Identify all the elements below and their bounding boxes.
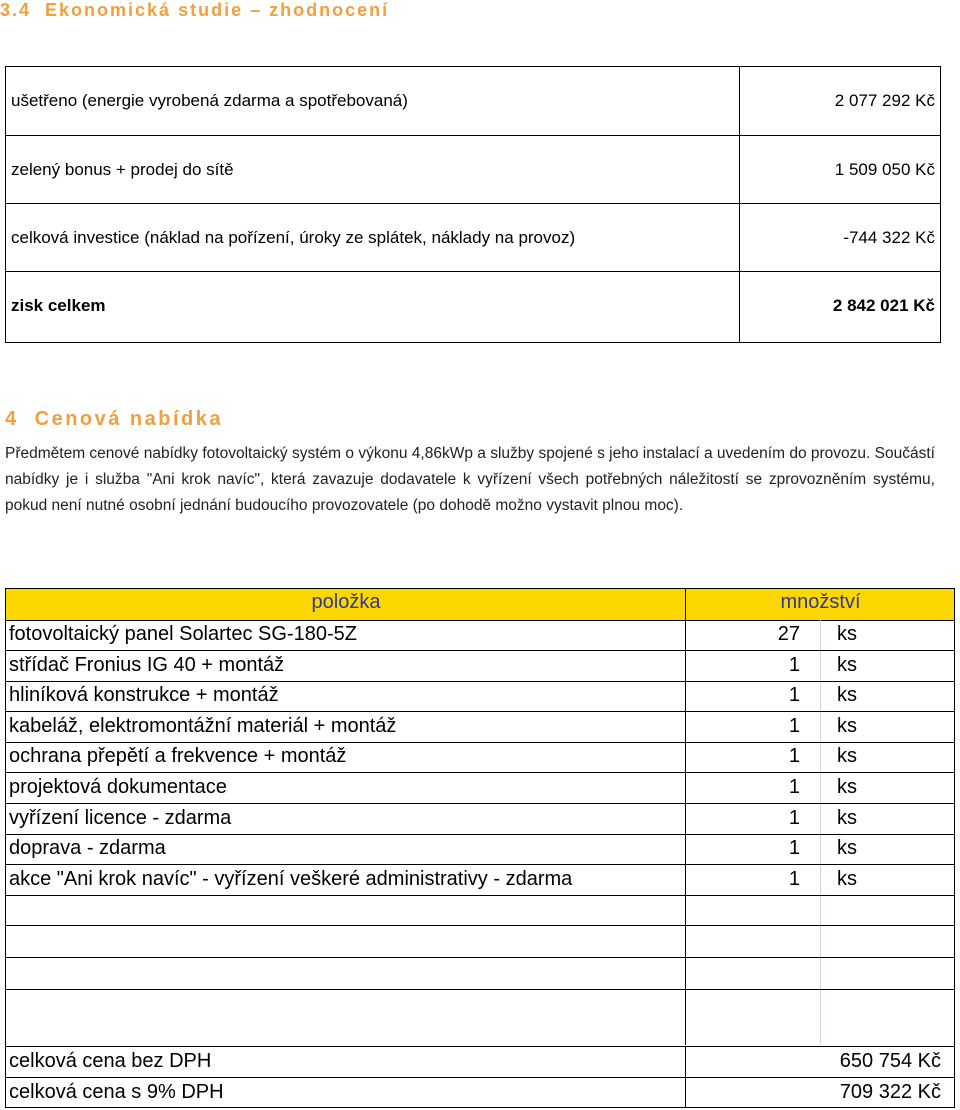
- economics-label: celková investice (náklad na pořízení, úroky ze splátek, náklady na provoz): [11, 228, 576, 247]
- header-item: položka: [311, 591, 381, 613]
- item-name: doprava - zdarma: [9, 837, 166, 860]
- item-unit: ks: [837, 745, 857, 768]
- item-name: ochrana přepětí a frekvence + montáž: [9, 745, 347, 768]
- table-row: [6, 773, 954, 804]
- section-title: Cenová nabídka: [34, 408, 224, 430]
- economics-row: [6, 135, 940, 204]
- table-row: [6, 926, 954, 958]
- item-quantity: 1: [788, 806, 800, 829]
- section-title: Ekonomická studie – zhodnocení: [45, 0, 390, 20]
- table-row: [6, 958, 954, 990]
- economics-label: zelený bonus + prodej do sítě: [11, 160, 234, 179]
- item-name: projektová dokumentace: [9, 776, 227, 798]
- item-unit: ks: [837, 714, 857, 737]
- item-quantity: 27: [777, 623, 800, 645]
- item-unit: ks: [837, 623, 857, 645]
- table-row: [6, 742, 954, 773]
- economics-label: zisk celkem: [11, 296, 106, 315]
- item-name: kabeláž, elektromontážní materiál + montáž: [9, 714, 397, 737]
- item-unit: ks: [837, 806, 857, 829]
- item-unit: ks: [837, 653, 857, 676]
- economics-value: 2 077 292 Kč: [834, 91, 935, 110]
- table-header: [6, 589, 954, 621]
- item-name: hliníková konstrukce + montáž: [9, 684, 279, 707]
- total-label: celková cena s 9% DPH: [9, 1081, 224, 1103]
- economics-value: -744 322 Kč: [843, 228, 935, 247]
- total-value: 650 754 Kč: [839, 1050, 941, 1072]
- section-4-heading: [5, 408, 223, 438]
- item-quantity: 1: [788, 653, 800, 676]
- table-row: [6, 651, 954, 682]
- section-3-4-heading: [0, 0, 389, 24]
- offer-description: Předmětem cenové nabídky fotovoltaický systém o výkonu 4,86kWp a služby spojené s jeho instalací a uvedením do provozu. Součástí nabídky je i služba "Ani krok navíc", která zavazuje dodavatele k vyřízení všech potřebných náležitostí se zprovozněním systému, pokud není nutné osobní jednání budoucího provozovatele (po dohodě možno vystavit plnou moc).: [5, 445, 935, 514]
- table-row: [6, 865, 954, 896]
- section-number: 4: [5, 408, 19, 430]
- table-row: [6, 681, 954, 712]
- column-divider: [685, 1078, 686, 1108]
- total-label: celková cena bez DPH: [9, 1050, 212, 1072]
- table-row: [6, 895, 954, 926]
- offer-table: [5, 588, 955, 1108]
- item-quantity: 1: [788, 867, 800, 890]
- economics-value: 1 509 050 Kč: [834, 160, 935, 179]
- item-name: střídač Fronius IG 40 + montáž: [9, 653, 285, 676]
- header-qty: množství: [780, 591, 861, 613]
- item-unit: ks: [837, 776, 857, 798]
- item-name: vyřízení licence - zdarma: [9, 806, 232, 829]
- table-row: [6, 620, 954, 651]
- economics-value: 2 842 021 Kč: [832, 296, 935, 315]
- item-quantity: 1: [788, 684, 800, 707]
- item-unit: ks: [837, 867, 857, 890]
- item-quantity: 1: [788, 745, 800, 768]
- economics-label: ušetřeno (energie vyrobená zdarma a spotřebovaná): [11, 91, 408, 110]
- item-name: fotovoltaický panel Solartec SG-180-5Z: [9, 623, 357, 645]
- total-row: [6, 1077, 954, 1108]
- total-row: [6, 1046, 954, 1077]
- total-value: 709 322 Kč: [839, 1081, 941, 1103]
- item-quantity: 1: [788, 714, 800, 737]
- economics-total-row: [6, 271, 940, 342]
- item-unit: ks: [837, 837, 857, 860]
- section-number: 3.4: [0, 0, 32, 20]
- table-row: [6, 712, 954, 743]
- economics-row: [6, 203, 940, 272]
- item-quantity: 1: [788, 837, 800, 860]
- item-name: akce "Ani krok navíc" - vyřízení veškeré administrativy - zdarma: [9, 867, 573, 890]
- economics-table: [5, 66, 941, 343]
- economics-row: [6, 67, 940, 136]
- item-unit: ks: [837, 684, 857, 707]
- table-row: [6, 834, 954, 865]
- column-divider: [685, 1047, 686, 1077]
- table-row: [6, 804, 954, 835]
- item-quantity: 1: [788, 776, 800, 798]
